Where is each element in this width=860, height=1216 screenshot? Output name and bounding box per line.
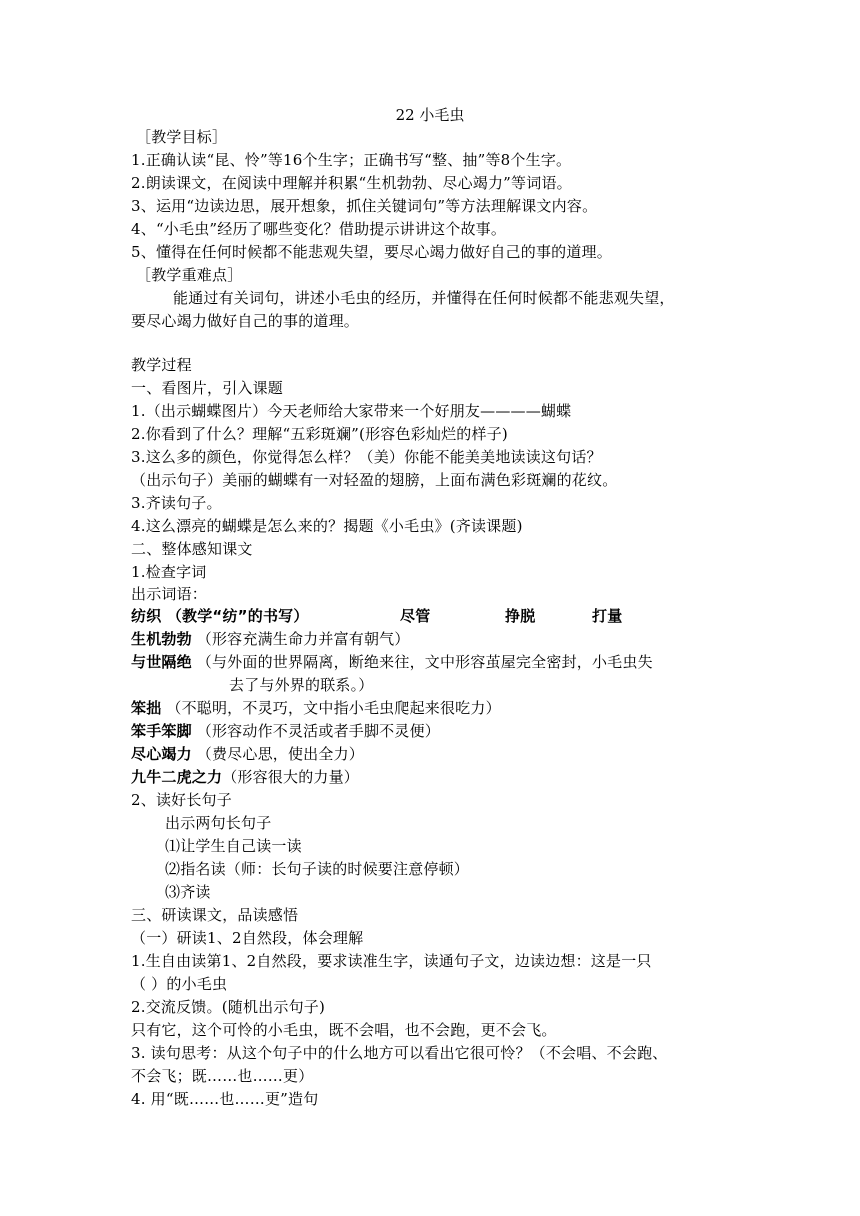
vocab-definition: （形容充满生命力并富有朝气）: [196, 630, 410, 648]
step-line: 3. 读句思考：从这个句子中的什么地方可以看出它很可怜？（不会唱、不会跑、: [131, 1044, 668, 1062]
vocab-entry: [131, 628, 410, 650]
vocab-definition: （形容动作不灵活或者手脚不灵便）: [196, 722, 440, 740]
vocab-definition: （与外面的世界隔离，断绝来往，文中形容茧屋完全密封，小毛虫失: [196, 653, 653, 671]
step-line: 3.齐读句子。: [131, 494, 222, 512]
objective-line: 1.正确认读“昆、怜”等16个生字；正确书写“整、抽”等8个生字。: [131, 151, 572, 169]
objective-line: 3、运用“边读边思，展开想象，抓住关键词句”等方法理解课文内容。: [131, 197, 598, 215]
step-line: ⑴让学生自己读一读: [165, 837, 302, 855]
vocab-definition-cont: 去了与外界的联系。）: [229, 676, 374, 694]
step-line: （ ）的小毛虫: [131, 975, 228, 993]
vocab-definition: （费尽心思，使出全力）: [196, 745, 364, 763]
vocab-word: 纺织 （教学“纺”的书写）: [131, 607, 309, 625]
step-line: ⑶齐读: [165, 883, 211, 901]
vocab-term: 生机勃勃: [131, 630, 192, 648]
vocab-entry: [131, 720, 440, 742]
vocab-definition: （形容很大的力量）: [222, 768, 360, 786]
step-line: 1.检查字词: [131, 563, 207, 581]
step-line: 2.你看到了什么？理解“五彩斑斓”(形容色彩灿烂的样子): [131, 425, 508, 443]
step-line: ⑵指名读（师：长句子读的时候要注意停顿）: [165, 860, 470, 878]
vocab-term: 与世隔绝: [131, 653, 192, 671]
vocab-entry: [131, 766, 359, 788]
section-heading-process: 教学过程: [131, 356, 192, 374]
step-line: 2、读好长句子: [131, 791, 232, 809]
objective-line: 4、“小毛虫”经历了哪些变化？借助提示讲讲这个故事。: [131, 220, 507, 238]
vocab-term: 尽心竭力: [131, 745, 192, 763]
step-line: 1.（出示蝴蝶图片）今天老师给大家带来一个好朋友————蝴蝶: [131, 402, 572, 420]
keypoints-paragraph: 能通过有关词句，讲述小毛虫的经历，并懂得在任何时候都不能悲观失望，: [173, 289, 675, 307]
vocab-entry: [131, 743, 364, 765]
vocab-entry: [131, 651, 653, 673]
step-line: 出示词语：: [131, 585, 208, 603]
vocab-term: 九牛二虎之力: [131, 768, 223, 786]
step-line: 1.生自由读第1、2自然段，要求读准生字，读通句子文，边读边想：这是一只: [131, 952, 652, 970]
step-heading: 一、看图片，引入课题: [131, 379, 284, 397]
page-title: 22 小毛虫: [395, 106, 465, 124]
step-line: （出示句子）美丽的蝴蝶有一对轻盈的翅膀，上面布满色彩斑斓的花纹。: [131, 471, 618, 489]
step-line: （一）研读1、2自然段，体会理解: [131, 929, 364, 947]
vocab-definition: （不聪明，不灵巧，文中指小毛虫爬起来很吃力）: [166, 699, 501, 717]
step-line: 4.这么漂亮的蝴蝶是怎么来的？揭题《小毛虫》(齐读课题): [131, 517, 523, 535]
step-line: 2.交流反馈。(随机出示句子): [131, 998, 326, 1016]
step-heading: 二、整体感知课文: [131, 540, 253, 558]
step-line: 只有它，这个可怜的小毛虫，既不会唱，也不会跑，更不会飞。: [131, 1021, 557, 1039]
objective-line: 2.朗读课文，在阅读中理解并积累“生机勃勃、尽心竭力”等词语。: [131, 174, 572, 192]
keypoints-paragraph: 要尽心竭力做好自己的事的道理。: [131, 312, 360, 330]
objective-line: 5、懂得在任何时候都不能悲观失望，要尽心竭力做好自己的事的道理。: [131, 243, 612, 261]
section-heading-keypoints: ［教学重难点］: [136, 266, 243, 284]
vocab-word: 挣脱: [505, 607, 536, 625]
step-line: 出示两句长句子: [165, 814, 272, 832]
step-line: 3.这么多的颜色，你觉得怎么样？（美）你能不能美美地读读这句话？: [131, 448, 602, 466]
step-line: 不会飞；既……也……更）: [131, 1067, 314, 1085]
section-heading-objectives: ［教学目标］: [136, 128, 228, 146]
vocab-word: 打量: [592, 607, 623, 625]
vocab-word: 尽管: [400, 607, 431, 625]
step-heading: 三、研读课文，品读感悟: [131, 906, 299, 924]
vocab-term: 笨拙: [131, 699, 162, 717]
step-line: 4. 用“既……也……更”造句: [131, 1090, 319, 1108]
vocab-term: 笨手笨脚: [131, 722, 192, 740]
vocab-entry: [131, 697, 501, 719]
